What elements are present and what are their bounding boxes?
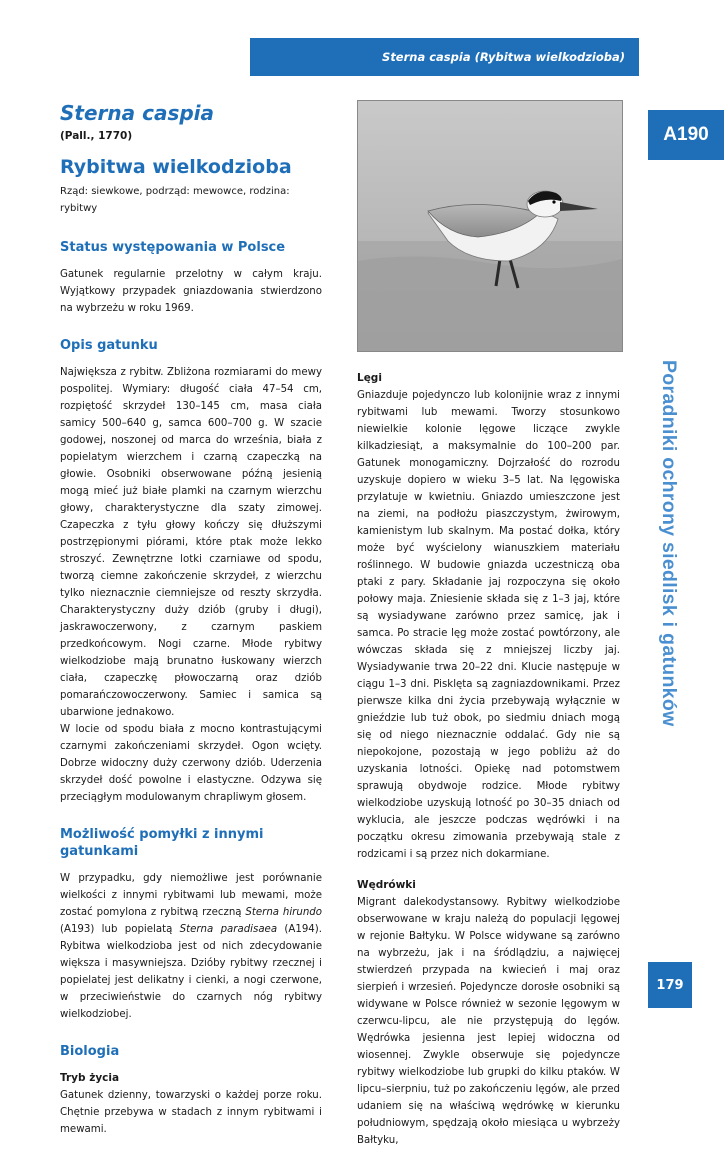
page-number: 179 xyxy=(656,977,684,993)
status-heading: Status występowania w Polsce xyxy=(60,240,286,255)
lifestyle-heading: Tryb życia xyxy=(60,1072,120,1084)
lifestyle-text: Gatunek dzienny, towarzyski o każdej porze roku. Chętnie przebywa w stadach z innym rybitwami i mewami. xyxy=(60,1090,322,1135)
description-paragraph-1: Największa z rybitw. Zbliżona rozmiarami do mewy pospolitej. Wymiary: długość ciała 47–54 cm, rozpiętość skrzydeł 130–145 cm, masa ciała samicy 500–640 g, samca 600–700 g. W szacie godowej, noszonej od marca do września, biała z popielatym wierzchem i czarną czapeczką na głowie. Osobniki obserwowane późną jesienią mogą mieć już białe plamki na czarnym wierzchu głowy, charakterystyczne dla szaty zimowej. Czapeczka z tyłu głowy kończy się dłuższymi postrzępionymi piórami, które ptak może lekko stroszyć. Zewnętrzne lotki czarniawe od spodu, tworzą ciemne zakończenie skrzydeł, z wierzchu tylko nieznacznie ciemniejsze od reszty skrzydła. Charakterystyczny duży dziób (gruby i długi), jaskrawoczerwony, z czarnym paskiem przedkońcowym. Nogi czarne. Młode rybitwy wielkodziobe mają brunatno łuskowany wierzch ciała, czapeczkę płowoczarną oraz dziób pomarańczowoczerwony. Samiec i samica są ubarwione jednakowo. xyxy=(60,367,322,718)
confusion-text-part-3: (A194). Rybitwa wielkodzioba jest od nich zdecydowanie większa i masywniejsza. Dzióby rybitwy rzecznej i popielatej jest delikatny i cienki, a nogi czerwone, w przeciwieństwie do czarnych nóg rybitwy wielkodziobej. xyxy=(60,924,322,1020)
species-code: A190 xyxy=(663,124,709,145)
description-paragraph-2: W locie od spodu biała z mocno kontrastującymi czarnymi zakończeniami skrzydeł. Ogon wcięty. Dobrze widoczny duży czerwony dziób. Uderzenia skrzydeł dość powolne i elastyczne. Odzywa się przeciągłym modulowanym chrapliwym głosem. xyxy=(60,724,322,803)
species-code-tab xyxy=(648,110,724,160)
right-column xyxy=(357,370,620,1149)
running-title: Sterna caspia (Rybitwa wielkodzioba) xyxy=(382,50,625,64)
left-column xyxy=(60,100,322,1138)
latin-name: Sterna caspia xyxy=(60,101,215,125)
confusion-text xyxy=(60,870,322,1023)
confusion-species-2: Sterna paradisaea xyxy=(179,924,278,935)
running-title-bar xyxy=(250,38,639,76)
tern-illustration xyxy=(357,100,623,352)
confusion-heading: Możliwość pomyłki z innymi gatunkami xyxy=(60,827,264,859)
confusion-species-1: Sterna hirundo xyxy=(245,907,322,918)
description-heading: Opis gatunku xyxy=(60,338,158,353)
taxonomy: Rząd: siewkowe, podrząd: mewowce, rodzina: rybitwy xyxy=(60,186,290,214)
tern-drawing xyxy=(358,101,622,351)
series-vertical-title: Poradniki ochrony siedlisk i gatunków xyxy=(658,360,680,727)
breeding-heading: Lęgi xyxy=(357,372,382,384)
breeding-text: Gniazduje pojedynczo lub kolonijnie wraz z innymi rybitwami lub mewami. Tworzy stosunkowo niewielkie kolonie lęgowe liczące zwykle kilkadziesiąt, a maksymalnie do 100–200 par. Gatunek monogamiczny. Dojrzałość do rozrodu uzyskuje dopiero w wieku 3–5 lat. Na lęgowiska przylatuje w kwietniu. Gniazdo umieszczone jest na ziemi, na podłożu piaszczystym, żwirowym, kamienistym lub skalnym. Ma postać dołka, który może być wyścielony wianuszkiem materiału roślinnego. W budowie gniazda uczestniczą oba ptaki z pary. Składanie jaj rozpoczyna się około połowy maja. Zniesienie składa się z 1–3 jaj, które są wysiadywane zarówno przez samicę, jak i samca. Po stracie lęg może zostać powtórzony, ale wówczas składa się z mniejszej liczby jaj. Wysiadywanie trwa 20–22 dni. Klucie następuje w ciągu 1–3 dni. Pisklęta są zagniazdownikami. Przez pierwsze kilka dni życia przebywają wyłącznie w gnieździe lub tuż obok, po siedmiu dniach mogą się od niego nieznacznie oddalać. Gdy nie są niepokojone, pozostają w jego pobliżu aż do uzyskania lotności. Opiekę nad potomstwem sprawują obydwoje rodzice. Młode rybitwy wielkodziobe uzyskują lotność po 30–35 dniach od wyklucia, ale jeszcze podczas wędrówki i na początku okresu zimowania przebywają stale z rodzicami i są przez nich dokarmiane. xyxy=(357,390,620,860)
page-number-box xyxy=(648,962,692,1008)
biology-heading: Biologia xyxy=(60,1044,120,1059)
author-citation: (Pall., 1770) xyxy=(60,130,133,142)
migration-heading: Wędrówki xyxy=(357,879,416,891)
polish-name: Rybitwa wielkodzioba xyxy=(60,156,292,178)
confusion-text-part-2: (A193) lub popielatą xyxy=(60,924,180,935)
status-text: Gatunek regularnie przelotny w całym kraju. Wyjątkowy przypadek gniazdowania stwierdzono na wybrzeżu w roku 1969. xyxy=(60,269,322,314)
confusion-text-part-1: W przypadku, gdy niemożliwe jest porównanie wielkości z innymi rybitwami lub mewami, może zostać pomylona z rybitwą rzeczną xyxy=(60,873,322,918)
migration-text: Migrant dalekodystansowy. Rybitwy wielkodziobe obserwowane w kraju należą do populacji lęgowej w rejonie Bałtyku. W Polsce widywane są zarówno na wybrzeżu, jak i na śródlądziu, a najwięcej stwierdzeń przypada na kwiecień i maj oraz sierpień i wrzesień. Pojedyncze dorosłe osobniki są widywane w Polsce również w sezonie lęgowym w czerwcu-lipcu, ale nie przystępują do lęgów. Wędrówka jesienna jest lepiej widoczna od wiosennej. Zwykle obserwuje się pojedyncze rybitwy wielkodziobe lub grupki do kilku ptaków. W lipcu–sierpniu, tuż po zakończeniu lęgów, ale przed udaniem się na właściwą wędrówkę w kierunku południowym, spędzają około miesiąca u wybrzeży Bałtyku, xyxy=(357,897,620,1146)
